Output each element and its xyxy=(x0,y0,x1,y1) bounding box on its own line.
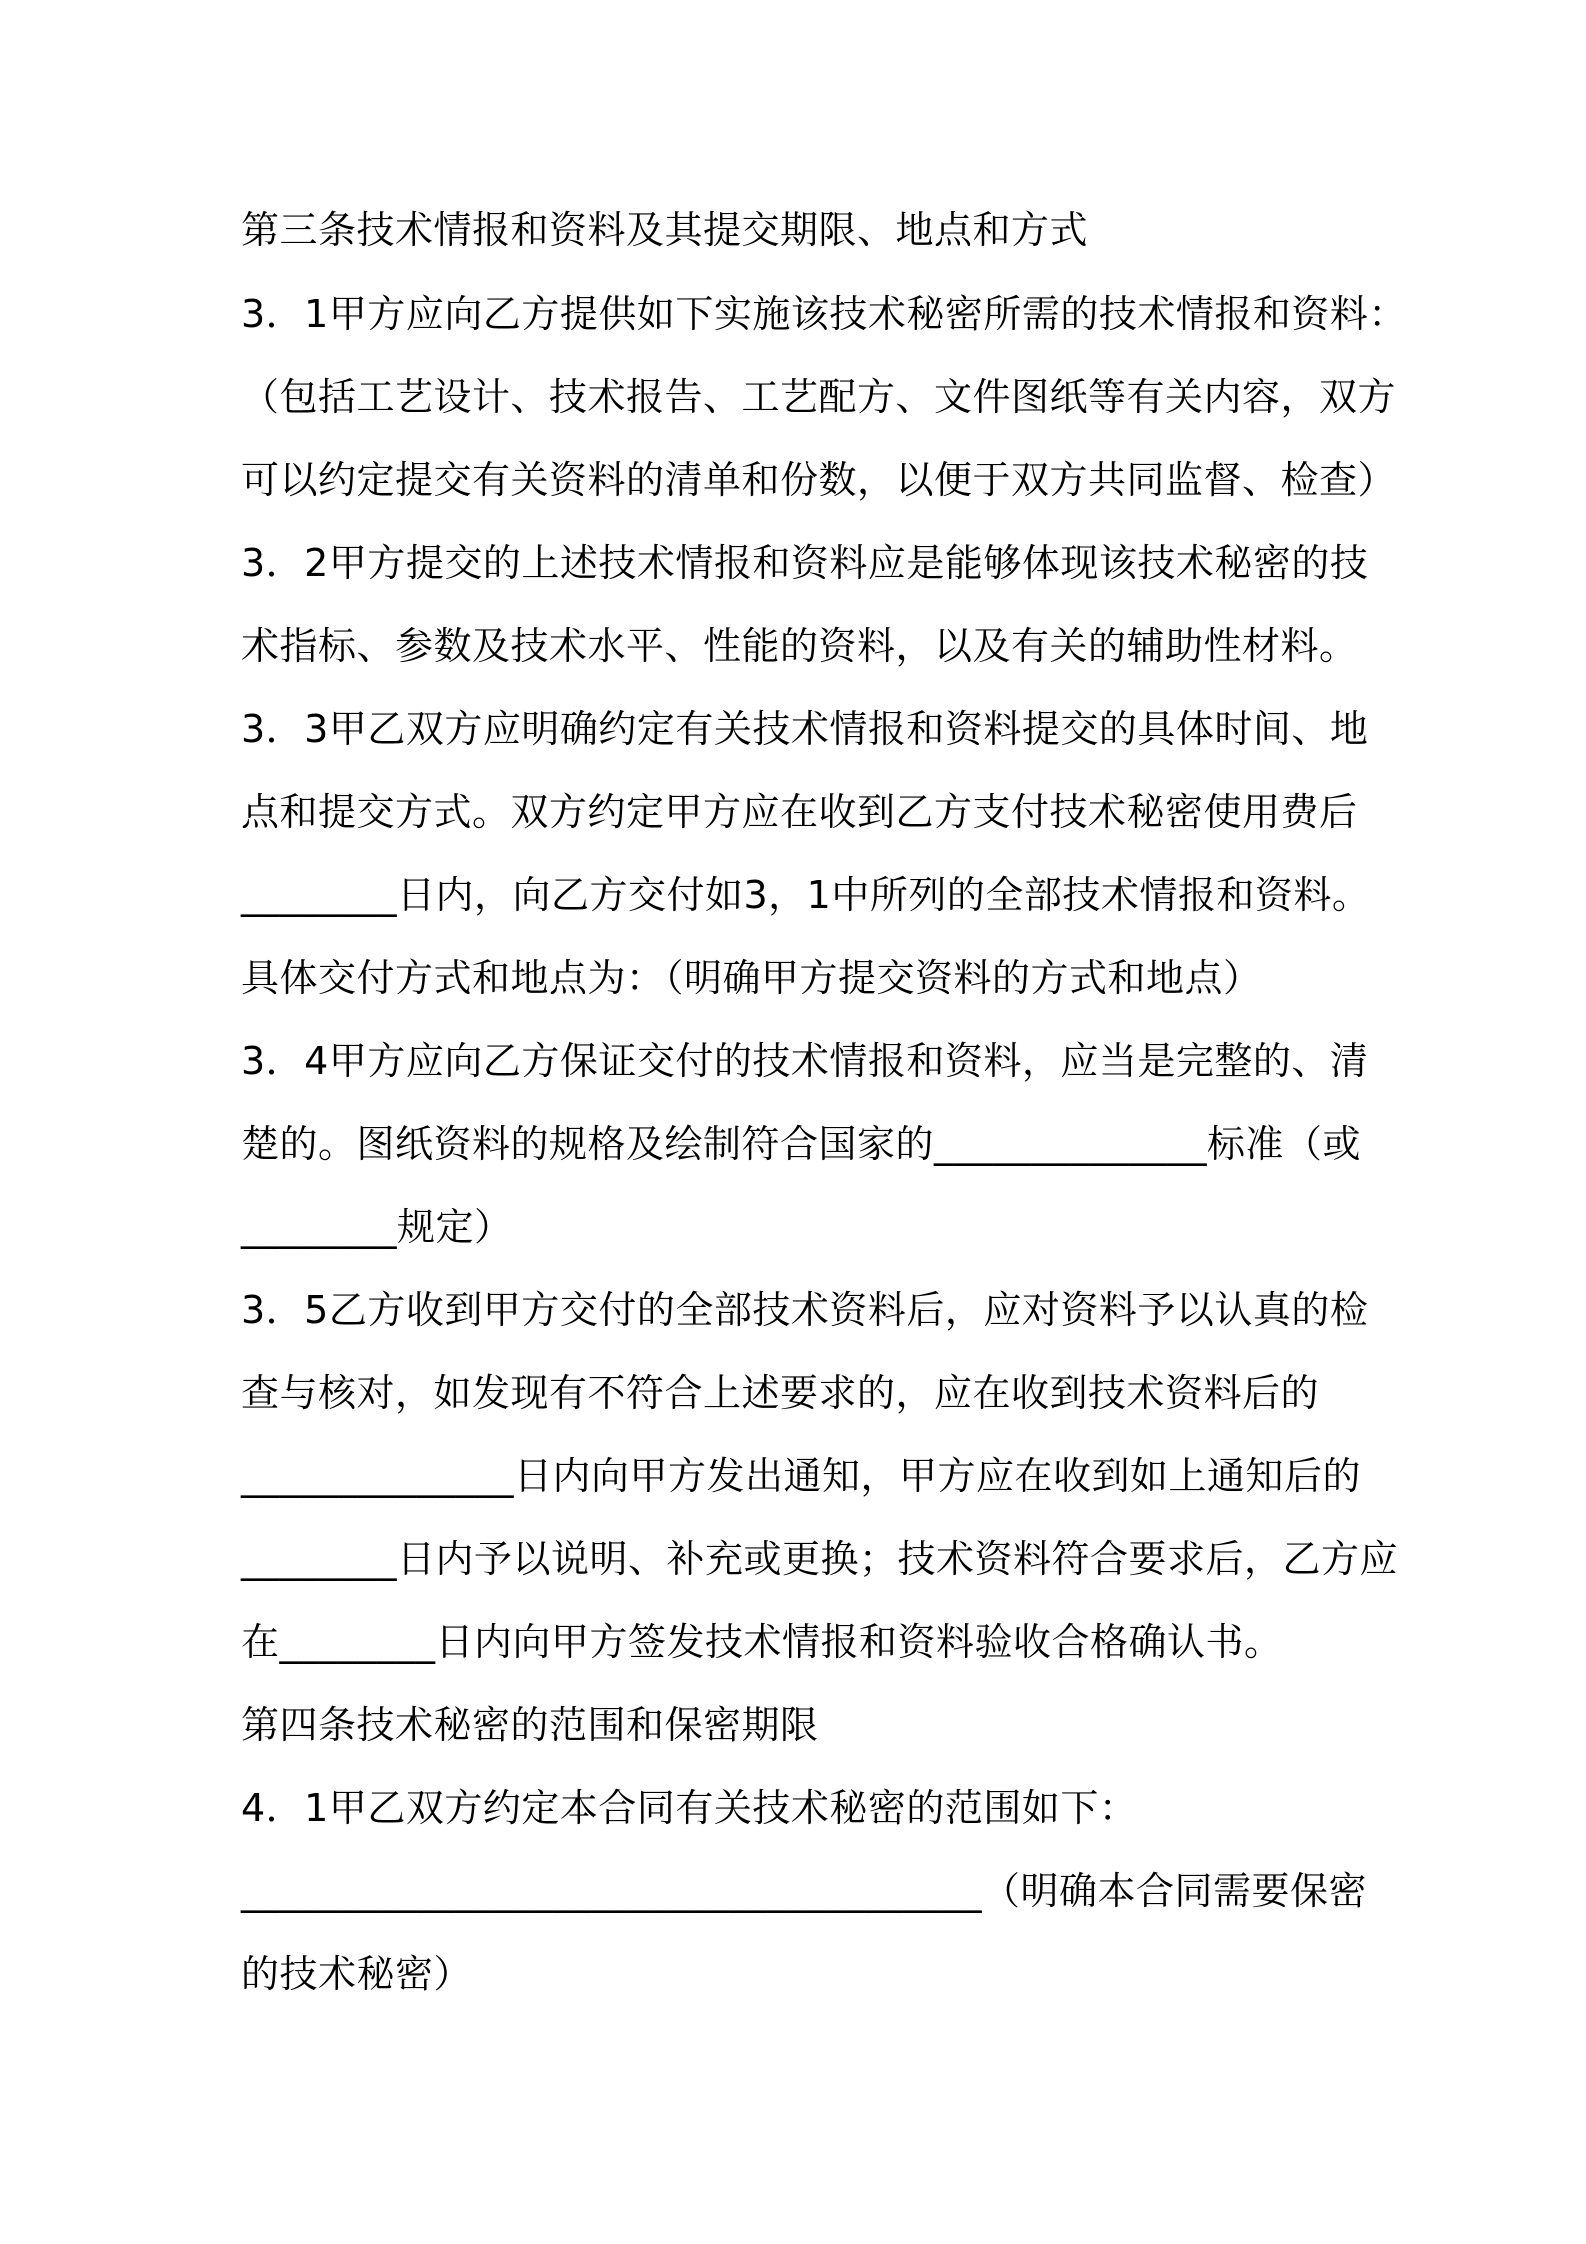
clause-3-4-line-2: 楚的。图纸资料的规格及绘制符合国家的______________标准（或 xyxy=(241,1122,1362,1166)
clause-3-3-line-2: 点和提交方式。双方约定甲方应在收到乙方支付技术秘密使用费后 xyxy=(241,790,1358,834)
clause-3-3-line-4: 具体交付方式和地点为：（明确甲方提交资料的方式和地点） xyxy=(241,956,1262,1000)
clause-3-4-line-3: ________规定） xyxy=(241,1205,513,1249)
article-3-heading: 第三条技术情报和资料及其提交期限、地点和方式 xyxy=(241,208,1089,252)
clause-3-3-line-1: 3．3甲乙双方应明确约定有关技术情报和资料提交的具体时间、地 xyxy=(241,707,1369,751)
clause-3-5-line-3: ______________日内向甲方发出通知，甲方应在收到如上通知后的 xyxy=(241,1454,1362,1498)
clause-3-5-line-4: ________日内予以说明、补充或更换；技术资料符合要求后，乙方应 xyxy=(241,1537,1399,1581)
clause-4-1-line-2: ______________________________________（明确本合同需要保密 xyxy=(241,1869,1368,1913)
clause-3-2-line-1: 3．2甲方提交的上述技术情报和资料应是能够体现该技术秘密的技 xyxy=(241,541,1369,585)
clause-3-5-line-5: 在________日内向甲方签发技术情报和资料验收合格确认书。 xyxy=(241,1620,1283,1664)
clause-3-5-line-2: 查与核对，如发现有不符合上述要求的，应在收到技术资料后的 xyxy=(241,1371,1320,1415)
clause-3-2-line-2: 术指标、参数及技术水平、性能的资料，以及有关的辅助性材料。 xyxy=(241,624,1358,668)
clause-3-1-line-3: 可以约定提交有关资料的清单和份数，以便于双方共同监督、检查） xyxy=(241,458,1397,502)
article-4-heading: 第四条技术秘密的范围和保密期限 xyxy=(241,1703,819,1747)
clause-4-1-line-1: 4．1甲乙双方约定本合同有关技术秘密的范围如下： xyxy=(241,1786,1138,1830)
clause-3-1-line-2: （包括工艺设计、技术报告、工艺配方、文件图纸等有关内容，双方 xyxy=(241,375,1397,419)
clause-3-5-line-1: 3．5乙方收到甲方交付的全部技术资料后，应对资料予以认真的检 xyxy=(241,1288,1369,1332)
clause-3-4-line-1: 3．4甲方应向乙方保证交付的技术情报和资料，应当是完整的、清 xyxy=(241,1039,1369,1083)
clause-3-3-line-3: ________日内，向乙方交付如3，1中所列的全部技术情报和资料。 xyxy=(241,873,1371,917)
clause-4-1-line-3: 的技术秘密） xyxy=(241,1952,473,1996)
clause-3-1-line-1: 3．1甲方应向乙方提供如下实施该技术秘密所需的技术情报和资料： xyxy=(241,292,1407,336)
